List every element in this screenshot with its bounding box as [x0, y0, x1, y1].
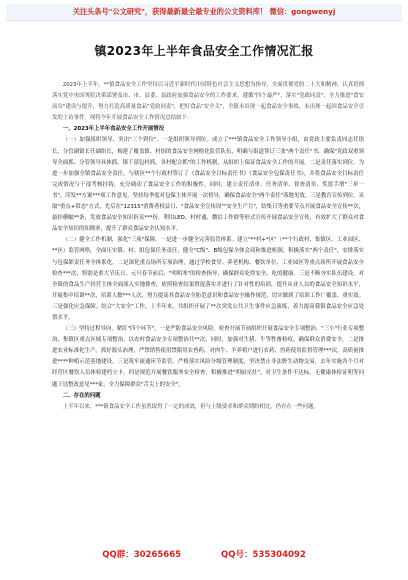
- promo-banner: 关注头条号"公文研究"，获得最新最全最专业的公文资料库！ 微信：gongwenyj: [6, 4, 402, 21]
- section-heading-2: 二、存在的问题: [62, 392, 101, 399]
- paragraph-process-oriented: （三）坚持过程导向，紧盯"四个环节"。一是严防食品安全风险。密查开展节前组织开展食品安全专项整治、"三小"行业专项整治、集镇区重点区域专项整治，以农村食品安全专项整治共**次，同时，加强对生猪、牛等牲畜检疫，确保群众消费安全。二是推进农业标准化生产。抓好源头治理，严禁销售使用禁限用农兽药，对肉牛、羊养殖户进行农药、兽药使用监督管理***次，高质量推进****种植示范基地建设。三是筑牢流通环节监管。严格落实风险分级管理制度，坚决禁止非法野生动物交易，去年实施各个月对经营区餐饮人员体检建档立卡，四是规范开展餐饮服务安全检查，积极推进"明厨亮灶"，对卫生条件不达标，无健康体检证明等问题下达整改意见***家，全力保障群众"舌尖上的安全"。: [52, 326, 364, 388]
- document-title: 镇2023年上半年食品安全工作情况汇报: [94, 44, 314, 58]
- paragraph-problems: 上半年以来，***镇食品安全工作虽然取得了一定的成效，但与上级要求和群众期盼相比，仍存在一些问题。: [62, 403, 319, 410]
- document-body: [52, 80, 364, 532]
- paragraph-work-mechanism: （二）健全工作机制，强化"三项"保障。一是进一步健全完善监管体系。建立"**村+*区"（**个行政村、集镇区、工业园区、**区）监管网格，全面压实镇、村、组包保任务责任，健全"C级"、B级包保全体会商和推进机制，积极落实"两个责任"，安排落实与包保职责任务全体系化。二是深化重点场所专项治理，通过学校食堂、养老机构、餐饮单位、工业园区等重点场所开展食品安全检查***次，特别是重大节庆日、元旦春节前后、"明明寒"的检查指导，确保群众吃得安全、吃的健康。三是不断夯实队伍建设。对全镇的食品生产经营主体全面深入实地排查，依照检查结果督促落实并进行了针对性的培训，提升从业人员的食品安全知识水平，开展集中培训**次，培训人数***人次，努力提高其食品安全防范意识和食品安全操作规范，切实做到了培训工作广覆盖、重实效。三是强化应急保障。结合"大安全"工作，上半年来，共组织开展了**次突发公共卫生事件应急演练，着力提高我镇食品安全应急处置水平。: [52, 237, 364, 321]
- footer-contact: [0, 546, 408, 564]
- section-heading-1: 一、2023年上半年食品安全工作开展情况: [62, 126, 165, 133]
- paragraph-org-leadership: （一）加强组织领导，突出"三个到位"。一是组织领导到位。成立了***镇食品安全工作领导小组，由党政主要负责同志任组长，分管副镇长任副组长，构建了覆盖镇、村组的食品安全网格化监管队伍，明确与街道签订三张"两个责任"书，确保"党政双重领导全面抓、分管领导具体抓、镇干部包村抓，各村配合抓"的工作机制，从组织上保证食品安全工作的开展。二是责任落实到位。为进一步加强全镇食品安全责任，与辖区**个行政村签订了《食品安全目标责任书》《食品安全包保责任书》，并将食品安全目标责任完成情况与干部考核挂钩，充分调动了食品安全工作的积极性。同时，建立责任清单、任务清单、督查清单、奖惩手册"三单一书"，印发**方案***项工作意见，坚持每季度对包保主体开展一次督导，确保食品安全"两个责任"落地见效。三是教育宣传到位。采取"重点+常态"方式，先后在"12315"消费者权益日、"食品安全宣传周""安全生产月"，结集日等重要节点开展食品安全宣传**次，悬挂横幅**条，发放食品安全知识折页***份，利用LED、村村通、微信工作群等形式宣传开展食品安全宣传，有效扩大了群众对食品安全知识的知晓率，提升了群众食品安全认知水平。: [52, 137, 364, 233]
- footer-qq-group: QQ群：30265665: [102, 550, 182, 560]
- footer-qq-number: QQ号：535304092: [221, 550, 306, 560]
- paragraph-intro: 2023年上半年，**镇食品安全工作坚持以习近平新时代中国特色社会主义思想为指导，全面贯彻党的二十大和精神，认真贯彻落实党中央国务院决策部署及市、市、县委、县政府加强食品安全的工作要求，遵循"四个最严"，落实"党政同责"，全力推进"食安南谷"建设与提升，努力打造高质量食品"党政同责"，把好食品"安全关"，全镇未出现一起食品安全事故，未出现一起因食品安全引发的上访事件。现将今年开展食品安全工作情况总结如下：: [52, 82, 364, 122]
